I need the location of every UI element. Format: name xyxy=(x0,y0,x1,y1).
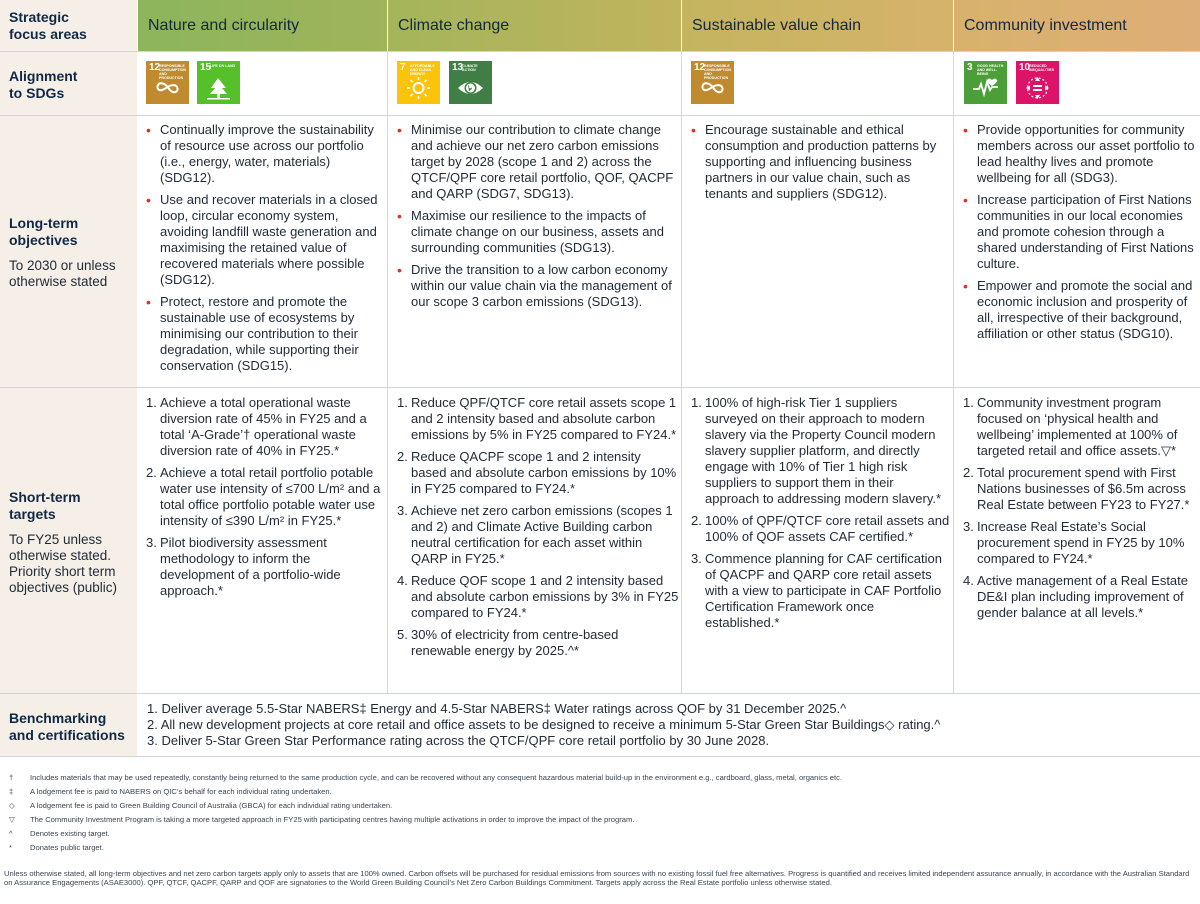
list-item: 3. Commence planning for CAF certification of QACPF and QARP core retail assets with a view to participate in CAF Portfolio Certification Framework once established.* xyxy=(691,551,942,630)
sdg-10-icon: 10 REDUCED INEQUALITIES xyxy=(1016,61,1059,104)
sdg-12-icon: 12 RESPONSIBLE CONSUMPTION AND PRODUCTION xyxy=(146,61,189,104)
list-item: 1. Deliver average 5.5-Star NABERS‡ Energy and 4.5-Star NABERS‡ Water ratings across QOF by 31 December 2025.^ xyxy=(147,701,847,716)
divider xyxy=(953,52,954,693)
column-header-climate: Climate change xyxy=(388,0,681,51)
short-term-nature xyxy=(146,395,386,605)
list-item: 3. Deliver 5-Star Green Star Performance rating across the QTCF/QPF core retail portfolio by 30 June 2028. xyxy=(147,733,770,748)
long-term-label: Long-term objectives xyxy=(9,215,79,248)
sdg-7-icon: 7 AFFORDABLE AND CLEAN ENERGY xyxy=(397,61,440,104)
benchmarking-list xyxy=(147,701,940,749)
divider xyxy=(0,693,1200,694)
list-item: 2. 100% of QPF/QTCF core retail assets and 100% of QOF assets CAF certified.* xyxy=(691,513,950,544)
list-item: • Increase participation of First Nations communities in our local economies and promote cohesion through a shared understanding of First Nations culture. xyxy=(963,192,1197,272)
list-item: 1. Community investment program focused on ‘physical health and wellbeing’ implemented at 100% of targeted retail and office assets.▽* xyxy=(963,395,1178,458)
list-item: 2. Achieve a total retail portfolio potable water use intensity of ≤700 L/m² and a total office portfolio potable water use intensity of ≤390 L/m² in FY25.* xyxy=(146,465,381,528)
row-label-bench xyxy=(0,694,137,756)
bench-label: Benchmarking and certifications xyxy=(9,710,125,743)
divider xyxy=(387,52,388,693)
list-item: • Provide opportunities for community members across our asset portfolio to lead healthy lives and promote wellbeing for all (SDG3). xyxy=(963,122,1197,186)
list-item: • Protect, restore and promote the sustainable use of ecosystems by minimising our contribution to their degradation, while supporting their conservation (SDG15). xyxy=(146,294,386,374)
short-term-climate xyxy=(397,395,679,665)
list-item: 3. Achieve net zero carbon emissions (scopes 1 and 2) and Climate Active Building carbon neutral certification for each asset within QARP in FY25.* xyxy=(397,503,673,566)
divider xyxy=(681,52,682,693)
sdg-3-icon: 3 GOOD HEALTH AND WELL-BEING xyxy=(964,61,1007,104)
divider xyxy=(0,51,1200,52)
list-item: • Maximise our resilience to the impacts of climate change on our business, assets and surrounding communities (SDG13). xyxy=(397,208,679,256)
row-label-long-term xyxy=(0,116,137,387)
short-term-community xyxy=(963,395,1197,627)
list-item: 4. Reduce QOF scope 1 and 2 intensity based and absolute carbon emissions by 3% in FY25 compared to FY24.* xyxy=(397,573,679,620)
divider xyxy=(0,115,1200,116)
list-item: 2. All new development projects at core retail and office assets to be designed to receive a minimum 5-Star Green Star Buildings◇ rating.^ xyxy=(147,717,941,732)
short-term-sub: To FY25 unless otherwise stated. Priority short term objectives (public) xyxy=(9,532,118,595)
closing-note: Unless otherwise stated, all long-term objectives and net zero carbon targets apply only to assets that are 100% owned. Carbon offsets will be purchased for residual emissions from sources with no existing fossil fuel free alternatives. Progress is quantified and receives limited independent assurance annually, in accordance with the Australian Standard on Assurance Engagements (ASAE3000). QPF, QTCF, QACPF, QARP and QOF are signatories to the World Green Building Council’s Net Zero Carbon Buildings Commitment. Targets apply across the Real Estate portfolio unless otherwise stated. xyxy=(4,869,1190,888)
list-item: 2. Total procurement spend with First Nations businesses of $6.5m across Real Estate between FY23 to FY27.* xyxy=(963,465,1190,512)
short-term-value-chain xyxy=(691,395,951,637)
list-item: 1. 100% of high-risk Tier 1 suppliers surveyed on their approach to modern slavery via the Property Council modern slavery supplier platform, and directly engage with 10% of Tier 1 high risk suppliers to support them in their approach to addressing modern slavery.* xyxy=(691,395,942,506)
sdg-13-icon: 13 CLIMATE ACTION xyxy=(449,61,492,104)
short-term-label: Short-term targets xyxy=(9,489,81,522)
list-item: • Drive the transition to a low carbon economy within our value chain via the management of our scope 3 carbon emissions (SDG13). xyxy=(397,262,679,310)
long-term-nature xyxy=(146,122,386,380)
list-item: 2. Reduce QACPF scope 1 and 2 intensity based and absolute carbon emissions by 10% in FY25 compared to FY24.* xyxy=(397,449,677,496)
list-item: • Minimise our contribution to climate change and achieve our net zero carbon emissions target by 2028 (scope 1 and 2) across the QTCF/QPF core retail portfolio, QOF, QACPF and QARP (SDG7, SDG13). xyxy=(397,122,679,202)
long-term-climate xyxy=(397,122,679,316)
long-term-value-chain xyxy=(691,122,951,208)
list-item: • Encourage sustainable and ethical consumption and production patterns by supporting and influencing business partners in our value chain, such as tenants and suppliers (SDG12). xyxy=(691,122,951,202)
list-item: 1. Reduce QPF/QTCF core retail assets scope 1 and 2 intensity based and absolute carbon emissions by 5% in FY25 compared to FY24.* xyxy=(397,395,677,442)
list-item: 1. Achieve a total operational waste diversion rate of 45% in FY25 and a total ‘A-Grade’† operational waste diversion rate of 40% in FY25.* xyxy=(146,395,367,458)
list-item: • Continually improve the sustainability of resource use across our portfolio (i.e., energy, water, materials) (SDG12). xyxy=(146,122,386,186)
long-term-sub: To 2030 or unless otherwise stated xyxy=(9,258,116,289)
row-label-focus xyxy=(0,0,137,51)
row-label-short-term xyxy=(0,388,137,693)
row-label-sdgs xyxy=(0,52,137,115)
list-item: 3. Increase Real Estate’s Social procurement spend in FY25 by 10% compared to FY24.* xyxy=(963,519,1185,566)
list-item: • Use and recover materials in a closed loop, circular economy system, avoiding landfill waste generation and maximising the retained value of recovered materials where possible (SDG12). xyxy=(146,192,386,288)
list-item: 3. Pilot biodiversity assessment methodology to inform the development of a portfolio-wide approach.* xyxy=(146,535,341,598)
sdgs-label: Alignment to SDGs xyxy=(9,68,78,101)
sdg-15-icon: 15 LIFE ON LAND xyxy=(197,61,240,104)
sdg-12-icon: 12 RESPONSIBLE CONSUMPTION AND PRODUCTION xyxy=(691,61,734,104)
column-header-nature: Nature and circularity xyxy=(138,0,387,51)
divider xyxy=(0,756,1200,757)
column-header-community: Community investment xyxy=(954,0,1200,51)
divider xyxy=(0,387,1200,388)
column-header-value-chain: Sustainable value chain xyxy=(682,0,953,51)
long-term-community xyxy=(963,122,1197,348)
focus-label: Strategic focus areas xyxy=(9,9,87,42)
list-item: 5. 30% of electricity from centre-based renewable energy by 2025.^* xyxy=(397,627,619,658)
list-item: 4. Active management of a Real Estate DE&I plan including improvement of gender balance at all levels.* xyxy=(963,573,1189,620)
list-item: • Empower and promote the social and economic inclusion and prosperity of all, irrespective of their background, affiliation or other status (SDG10). xyxy=(963,278,1197,342)
